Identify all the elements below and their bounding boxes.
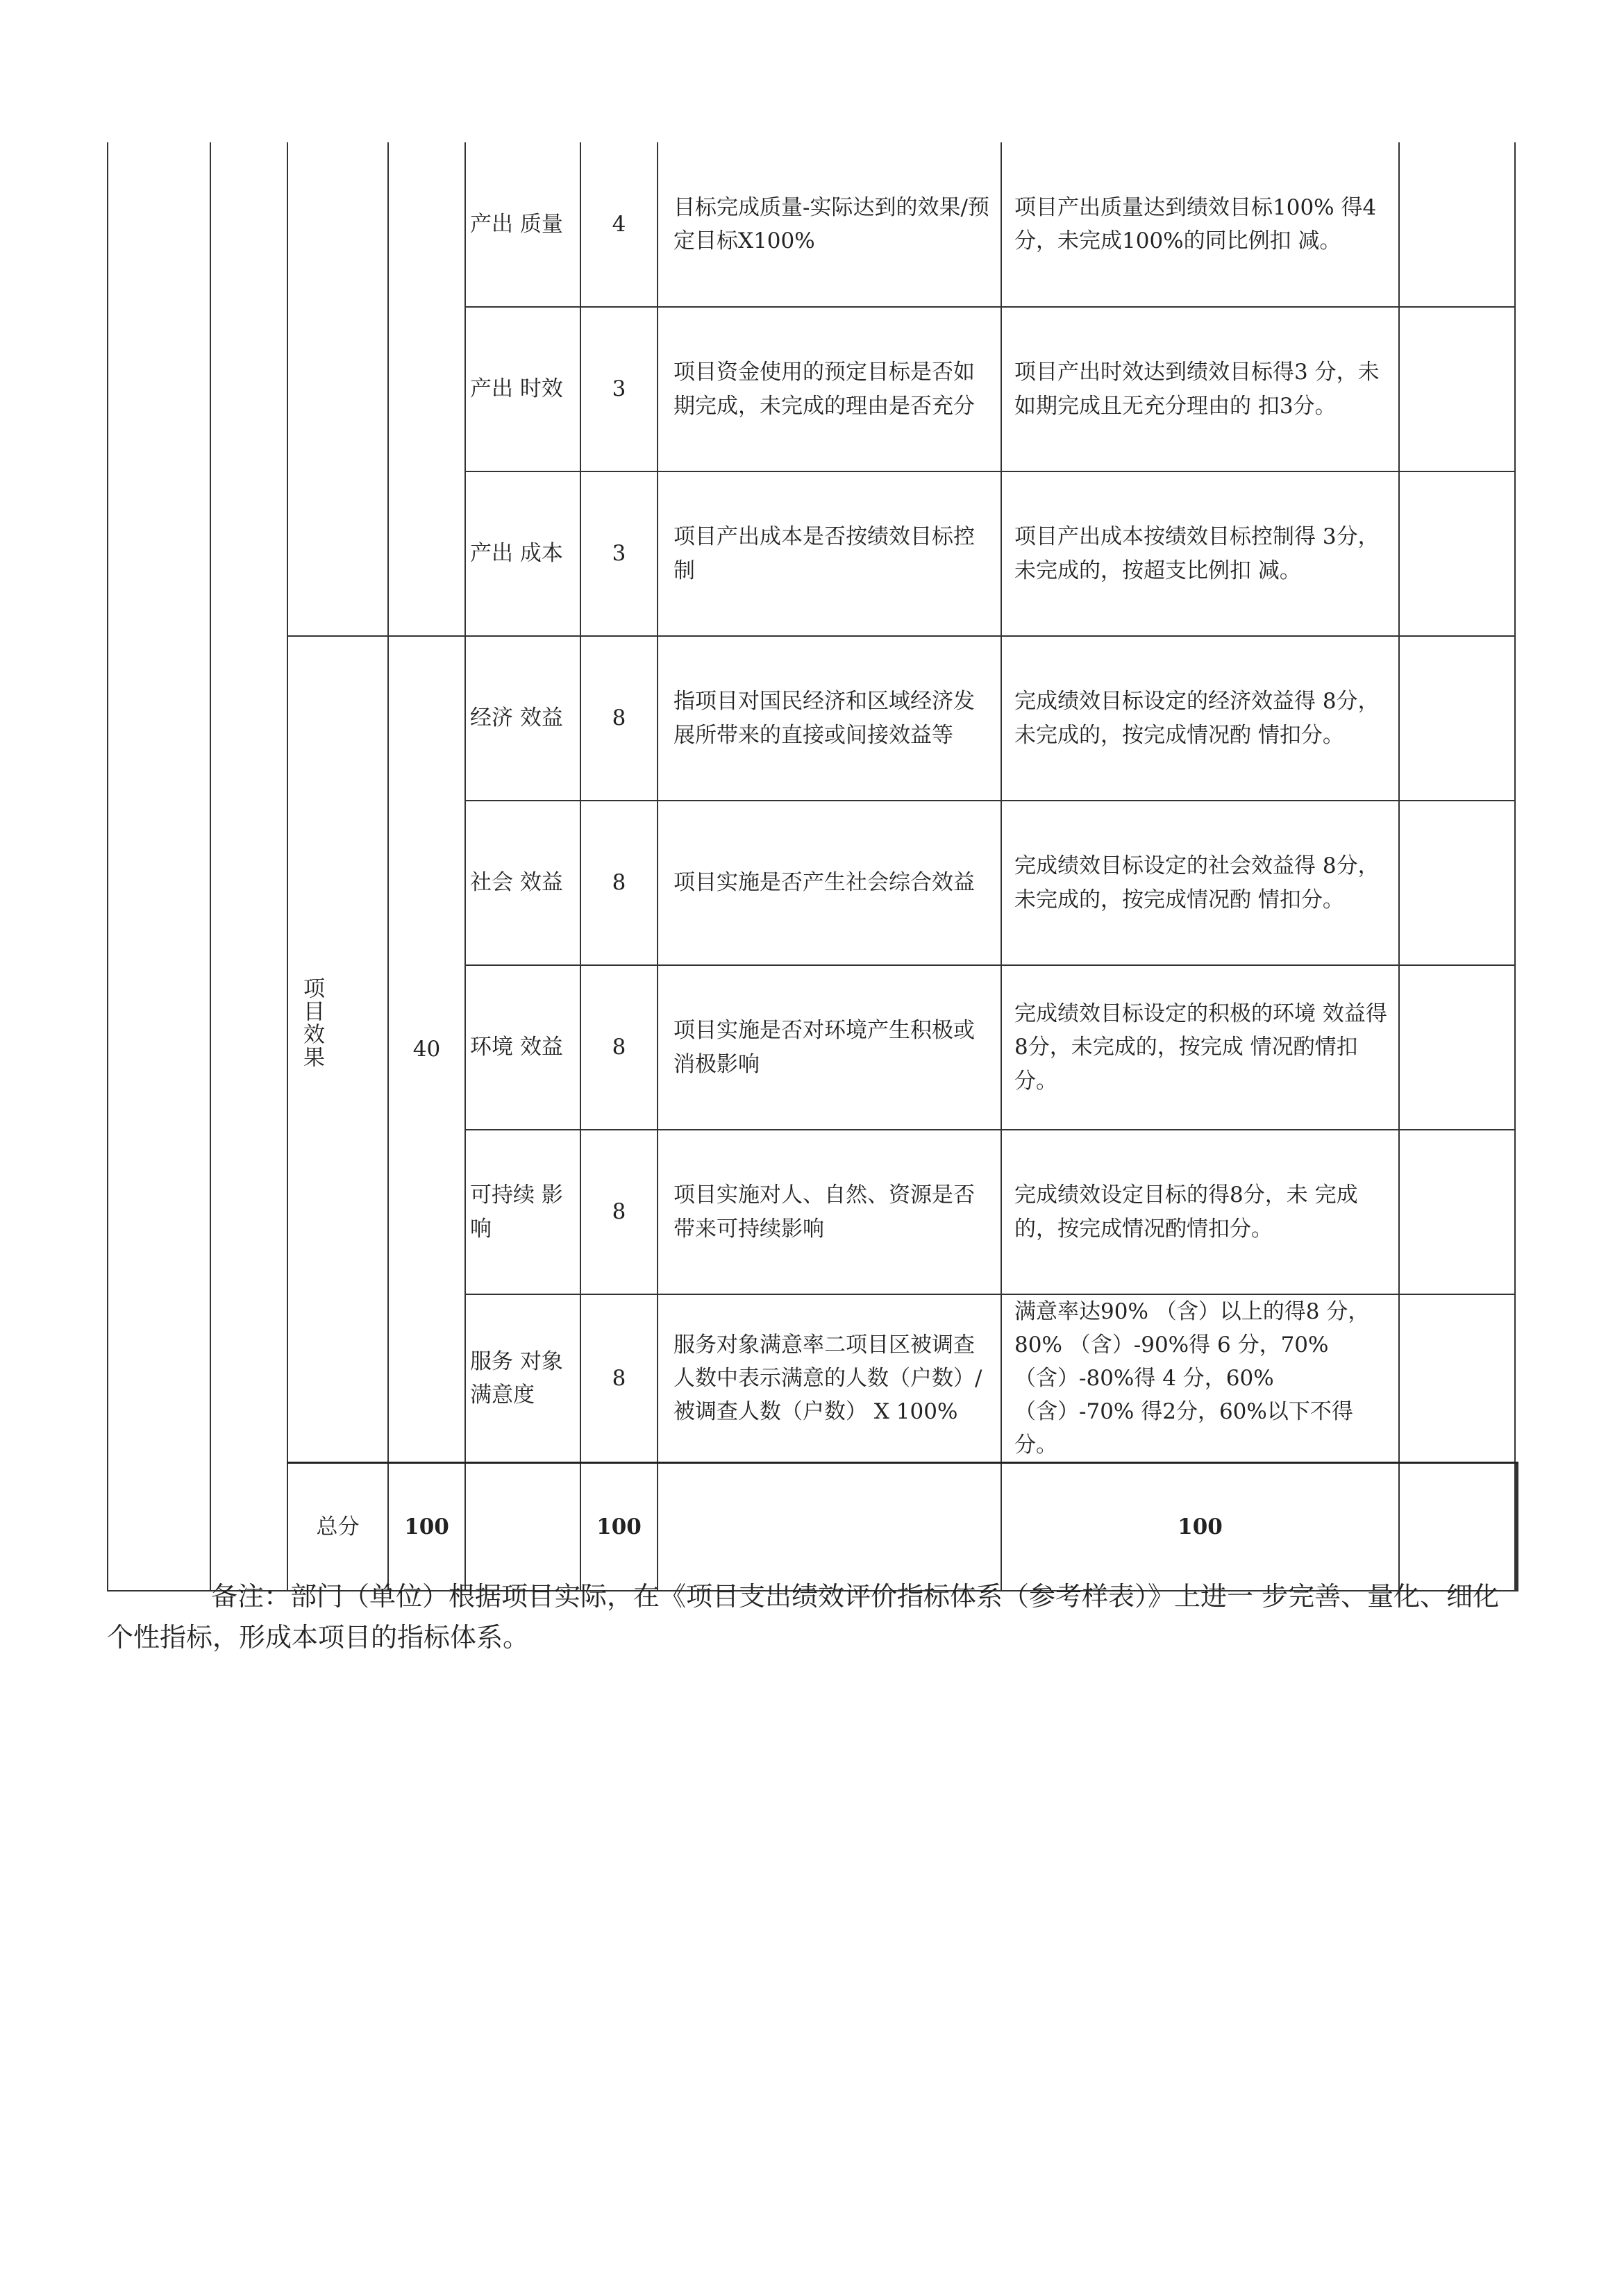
indicator-description: 项目实施是否产生社会综合效益 [658,801,1001,965]
level3-indicator: 环境 效益 [465,965,580,1130]
level1-score-cell [210,142,287,1591]
level3-score: 3 [580,471,658,636]
scoring-rule: 项目产出时效达到绩效目标得3 分，未如期完成且无充分理由的 扣3分。 [1001,307,1399,471]
level3-indicator: 产出 成本 [465,471,580,636]
level3-score: 8 [580,1294,658,1463]
level3-indicator: 服务 对象满意度 [465,1294,580,1463]
footnote: 备注：部门（单位）根据项目实际，在《项目支出绩效评价指标体系（参考样表）》上进一 步完善、量化、细化个性指标，形成本项目的指标体系。 [107,1581,1500,1653]
evaluation-score-cell [1399,1130,1515,1294]
total-level2-score: 100 [580,1463,658,1591]
level2-indicator-cell [287,142,388,636]
level3-score: 8 [580,1130,658,1294]
level3-score: 8 [580,801,658,965]
scoring-rule: 完成绩效目标设定的社会效益得 8分，未完成的，按完成情况酌 情扣分。 [1001,801,1399,965]
level1-indicator-cell [108,142,210,1591]
level3-score: 3 [580,307,658,471]
level3-score: 4 [580,142,658,307]
indicator-description: 服务对象满意率二项目区被调查人数中表示满意的人数（户数）/被调查人数（户数） X 100% [658,1294,1001,1463]
total-empty-cell [465,1463,580,1591]
level2-indicator-cell [287,636,388,1463]
level3-indicator: 经济 效益 [465,636,580,801]
scoring-rule: 满意率达90% （含）以上的得8 分，80% （含）-90%得 6 分，70% （含）-80%得 4 分，60% （含）-70% 得2分，60%以下不得分。 [1001,1294,1399,1463]
scoring-rule: 完成绩效设定目标的得8分，未 完成的，按完成情况酌情扣分。 [1001,1130,1399,1294]
table-row [108,142,1518,307]
table-row [108,636,1518,801]
performance-indicator-table [107,142,1518,1591]
level2-score-cell [388,142,465,636]
indicator-description: 项目实施是否对环境产生积极或消极影响 [658,965,1001,1130]
evaluation-score-cell [1399,801,1515,965]
total-level1-score: 100 [388,1463,465,1591]
indicator-description: 指项目对国民经济和区域经济发展所带来的直接或间接效益等 [658,636,1001,801]
level3-indicator: 社会 效益 [465,801,580,965]
level3-indicator: 产出 时效 [465,307,580,471]
evaluation-score-cell [1399,471,1515,636]
total-empty-cell [1516,1463,1518,1591]
indicator-description: 项目资金使用的预定目标是否如期完成，未完成的理由是否充分 [658,307,1001,471]
group-score: 40 [388,636,465,1463]
level3-indicator: 产出 质量 [465,142,580,307]
level3-score: 8 [580,636,658,801]
evaluation-score-cell [1399,142,1515,307]
indicator-description: 项目实施对人、自然、资源是否带来可持续影响 [658,1130,1001,1294]
scoring-rule: 完成绩效目标设定的经济效益得 8分，未完成的，按完成情况酌 情扣分。 [1001,636,1399,801]
total-row [108,1463,1518,1591]
scoring-rule: 完成绩效目标设定的积极的环境 效益得8分，未完成的，按完成 情况酌情扣分。 [1001,965,1399,1130]
group-label: 项目效果 [299,977,325,1069]
indicator-description: 目标完成质量-实际达到的效果/预定目标X100% [658,142,1001,307]
scoring-rule: 项目产出成本按绩效目标控制得 3分，未完成的，按超支比例扣 减。 [1001,471,1399,636]
evaluation-score-cell [1399,965,1515,1130]
total-label: 总分 [287,1463,388,1591]
evaluation-score-cell [1399,636,1515,801]
scoring-rule: 项目产出质量达到绩效目标100% 得4分，未完成100%的同比例扣 减。 [1001,142,1399,307]
total-empty-cell [658,1463,1001,1591]
total-empty-cell [1399,1463,1515,1591]
level3-score: 8 [580,965,658,1130]
evaluation-score-cell [1399,1294,1515,1463]
indicator-description: 项目产出成本是否按绩效目标控制 [658,471,1001,636]
level3-indicator: 可持续 影响 [465,1130,580,1294]
total-level3-score: 100 [1001,1463,1399,1591]
evaluation-score-cell [1399,307,1515,471]
